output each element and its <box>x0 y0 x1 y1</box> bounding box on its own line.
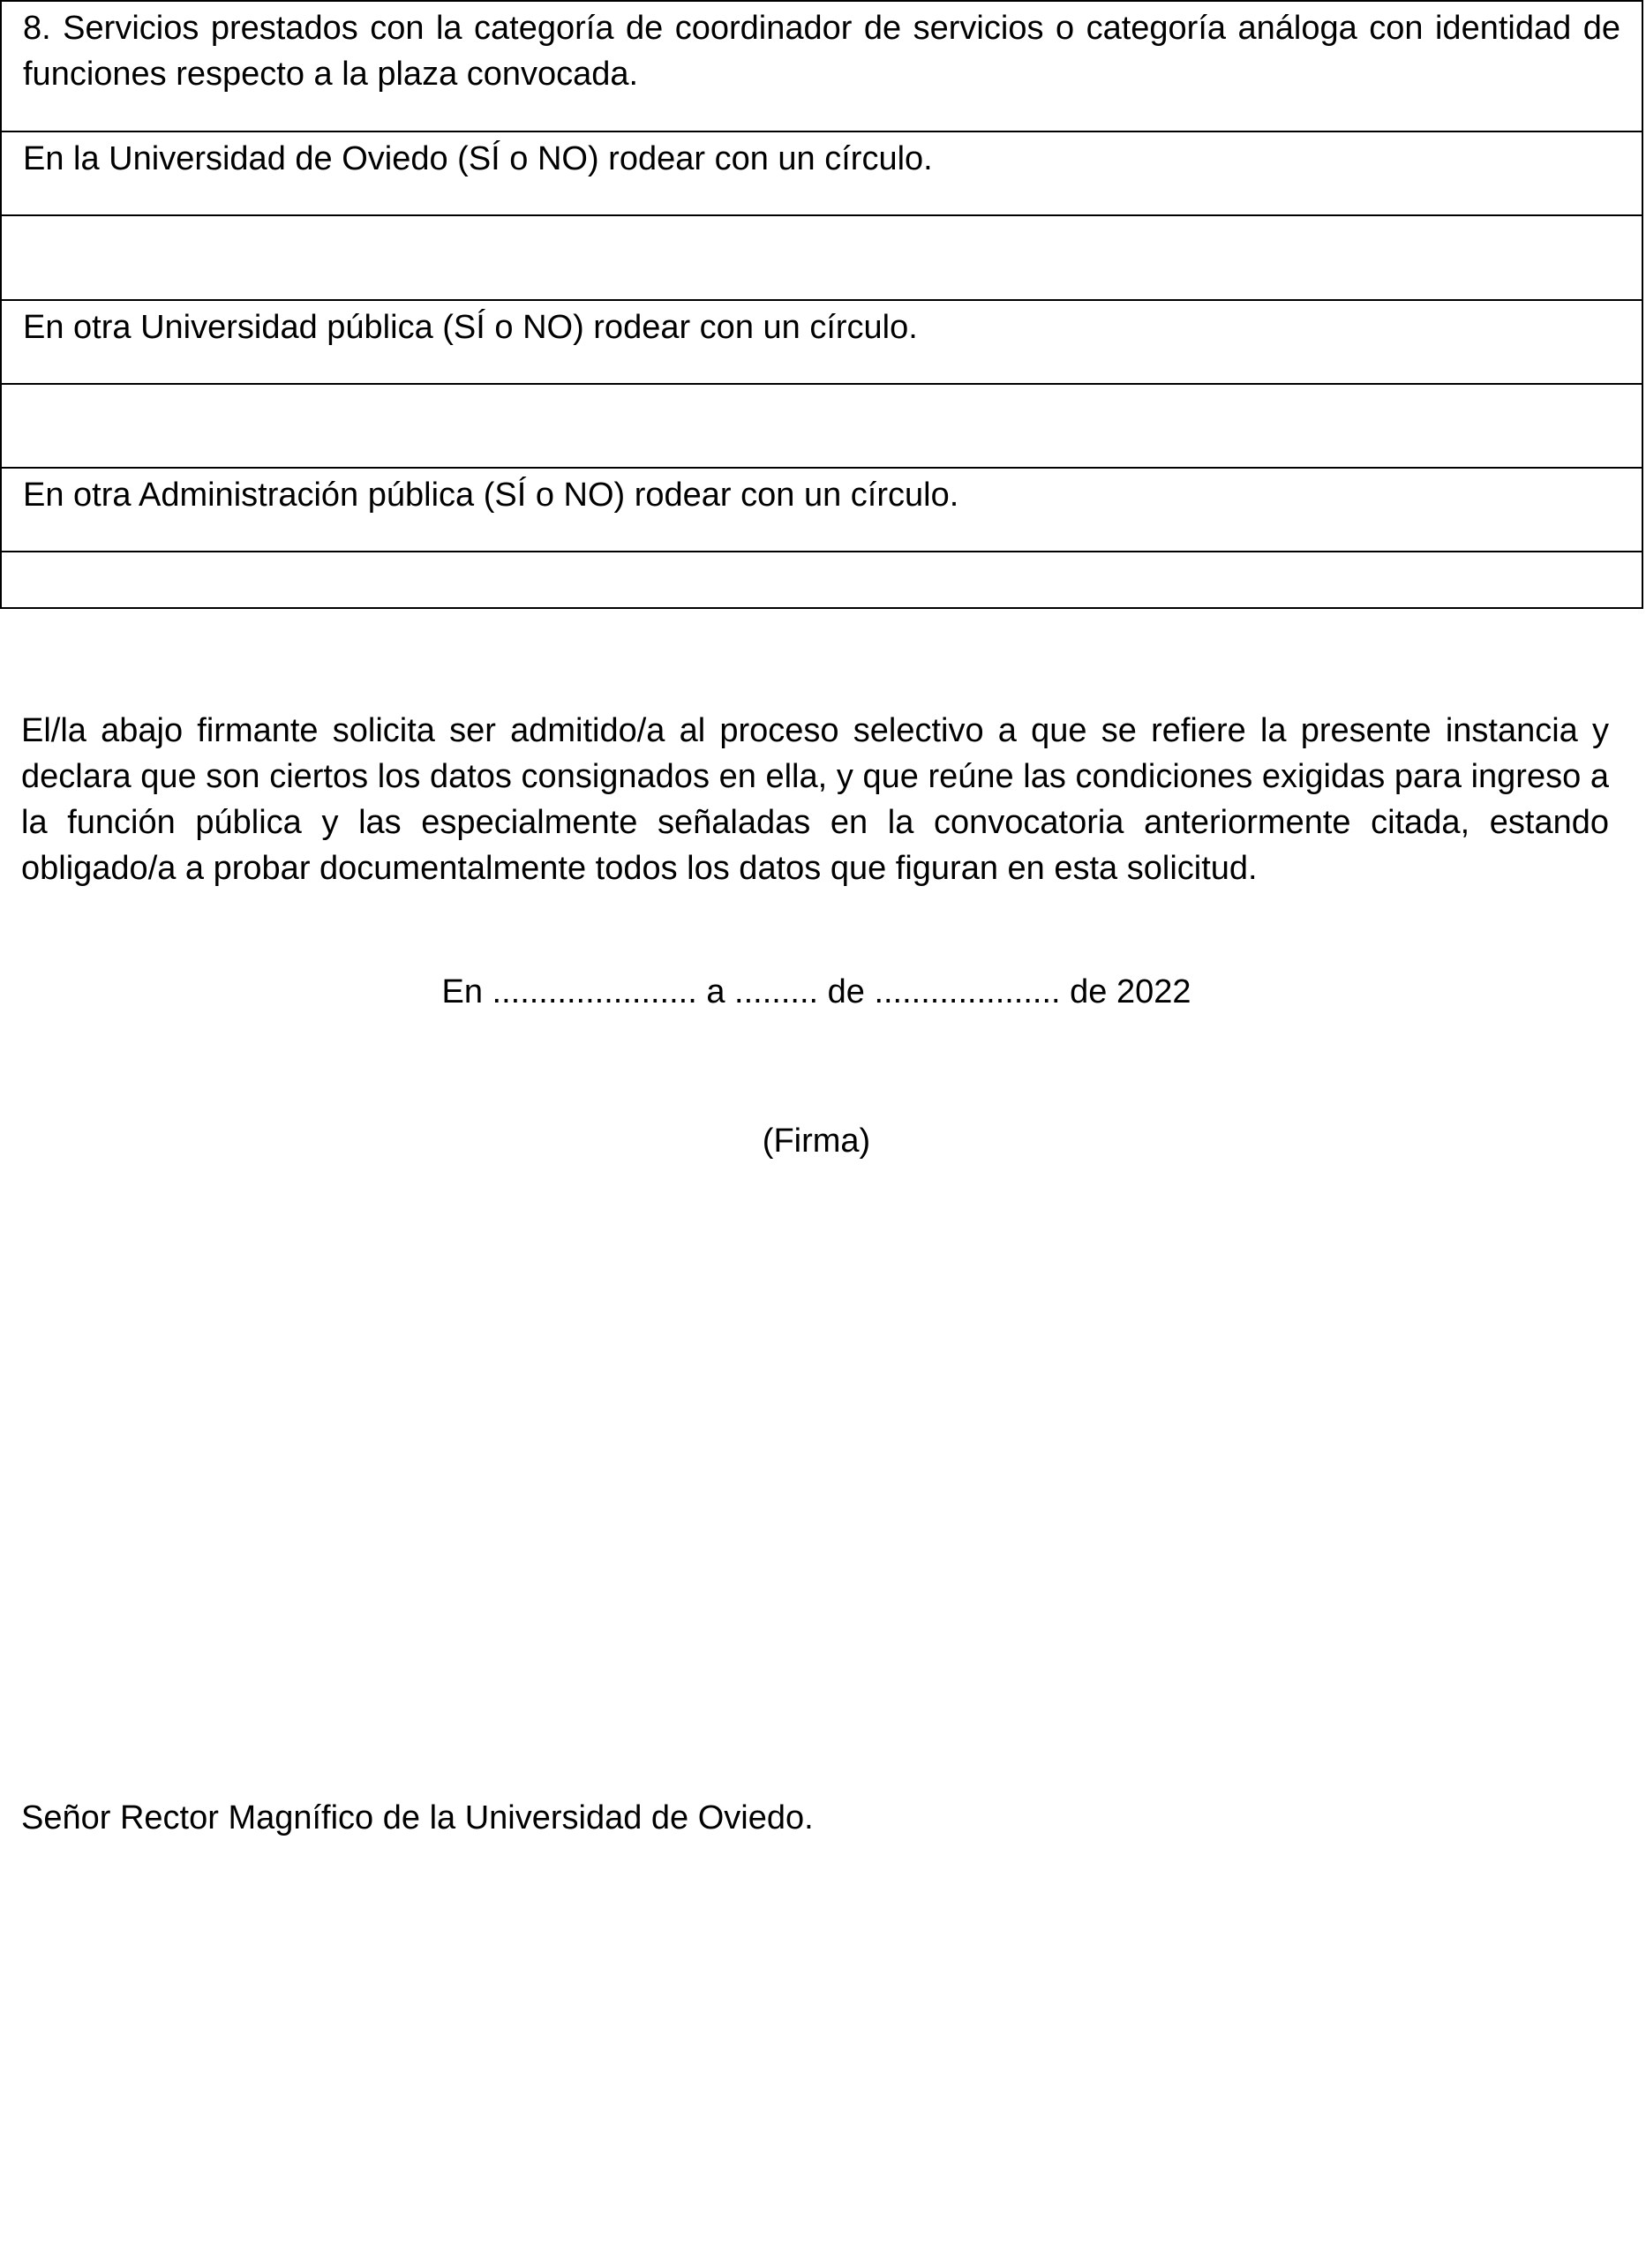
addressee: Señor Rector Magnífico de la Universidad de Oviedo. <box>21 1799 814 1836</box>
question-otra-administracion: En otra Administración pública (SÍ o NO) rodear con un círculo. <box>2 469 1642 552</box>
signature-label: (Firma) <box>762 1123 871 1160</box>
date-line: En ...................... a ......... de .................... de 2022 <box>441 973 1191 1010</box>
question-universidad-oviedo: En la Universidad de Oviedo (SÍ o NO) rodear con un círculo. <box>2 132 1642 216</box>
answer-universidad-oviedo[interactable] <box>2 216 1642 301</box>
services-heading: 8. Servicios prestados con la categoría de coordinador de servicios o categoría análoga con identidad de funciones respecto a la plaza convocada. <box>2 2 1642 132</box>
services-table <box>0 0 1643 609</box>
answer-otra-universidad[interactable] <box>2 385 1642 469</box>
declaration-paragraph: El/la abajo firmante solicita ser admitido/a al proceso selectivo a que se refiere la presente instancia y declara que son ciertos los datos consignados en ella, y que reúne las condiciones exigidas para ingreso a la función pública y las especialmente señaladas en la convocatoria anteriormente citada, estando obligado/a a probar documentalmente todos los datos que figuran en esta solicitud. <box>21 712 1609 887</box>
answer-otra-administracion[interactable] <box>2 552 1642 607</box>
question-otra-universidad: En otra Universidad pública (SÍ o NO) rodear con un círculo. <box>2 301 1642 385</box>
